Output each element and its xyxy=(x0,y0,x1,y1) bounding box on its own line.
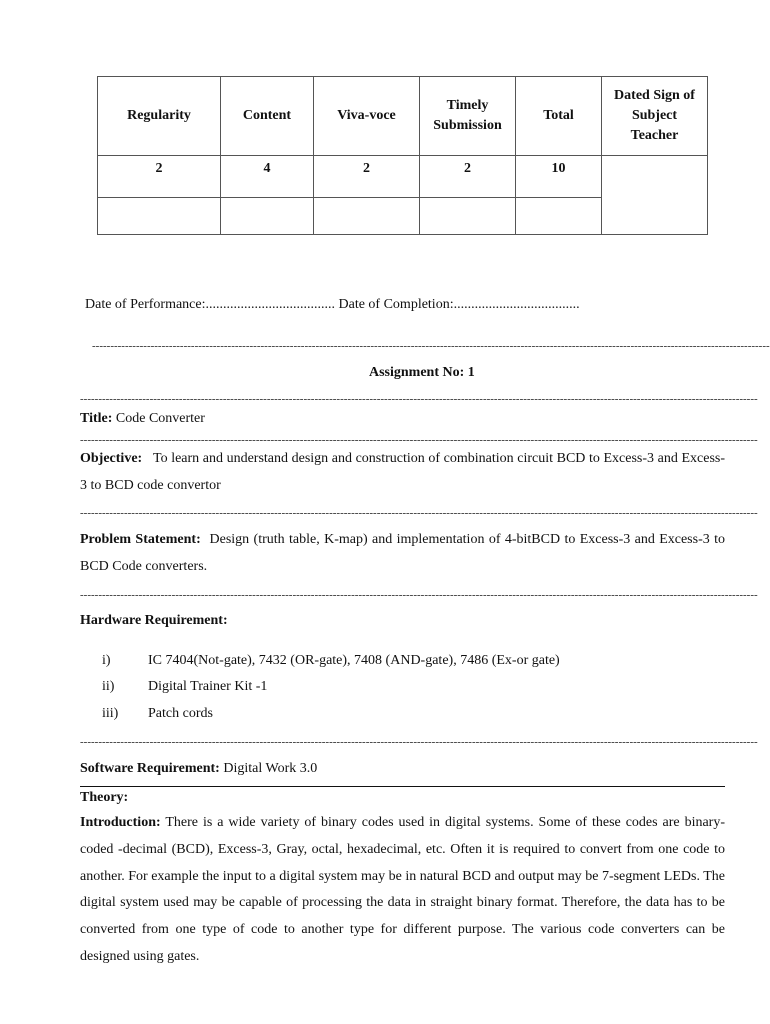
header-timely-submission xyxy=(420,77,516,156)
introduction-text: There is a wide variety of binary codes used in digital systems. Some of these codes are binary- coded -decimal (BCD), Excess-3, Gray, octal, hexadecimal, etc. Often it is required to convert from one code to another. For example the input to a digital system may be in natural BCD and output may be 7-segment LEDs. The digital system used may be capable of processing the data in straight binary format. Therefore, the data has to be converted from one type of code to another type for different purpose. The various code converters can be designed using gates. xyxy=(80,815,726,964)
max-regularity: 2 xyxy=(98,156,221,198)
header-regularity: Regularity xyxy=(98,77,221,156)
objective-text: To learn and understand design and construction of combination circuit BCD to Excess-3 and Excess-3 to BCD code convertor xyxy=(80,451,725,493)
marks-table-max-row xyxy=(98,156,708,198)
hardware-item-3-num: iii) xyxy=(102,706,119,721)
separator-5: ----------------------------------------------------------------------------------------------------------------------------------------------------------------------------------------- xyxy=(80,589,758,601)
entry-regularity[interactable] xyxy=(98,198,221,235)
marks-table xyxy=(97,76,708,235)
hardware-item-2-num: ii) xyxy=(102,679,115,694)
software-line xyxy=(80,760,317,778)
max-viva-voce: 2 xyxy=(314,156,420,198)
header-total: Total xyxy=(516,77,602,156)
separator-4: ----------------------------------------------------------------------------------------------------------------------------------------------------------------------------------------- xyxy=(80,507,758,519)
entry-content[interactable] xyxy=(221,198,314,235)
header-timely-submission-text: Timely Submission xyxy=(433,98,502,133)
hardware-heading: Hardware Requirement: xyxy=(80,613,228,628)
header-dated-sign xyxy=(602,77,708,156)
dates-line xyxy=(85,296,580,314)
entry-viva-voce[interactable] xyxy=(314,198,420,235)
separator-3: ----------------------------------------------------------------------------------------------------------------------------------------------------------------------------------------- xyxy=(80,434,758,446)
marks-table-header-row xyxy=(98,77,708,156)
problem-statement-paragraph xyxy=(80,527,725,580)
date-of-performance[interactable]: Date of Performance:..................................... xyxy=(85,297,335,312)
header-viva-voce: Viva-voce xyxy=(314,77,420,156)
theory-rule xyxy=(80,786,725,787)
title-line xyxy=(80,410,205,428)
title-label: Title: xyxy=(80,411,113,426)
header-dated-sign-text: Dated Sign of Subject Teacher xyxy=(614,88,695,143)
objective-label: Objective: xyxy=(80,451,143,466)
max-timely-submission: 2 xyxy=(420,156,516,198)
problem-statement-label: Problem Statement: xyxy=(80,532,201,547)
assignment-heading: Assignment No: 1 xyxy=(369,365,475,380)
title-value: Code Converter xyxy=(112,411,205,426)
objective-paragraph xyxy=(80,446,725,499)
software-label: Software Requirement: xyxy=(80,761,220,776)
introduction-label: Introduction: xyxy=(80,815,161,830)
hardware-item-2-text: Digital Trainer Kit -1 xyxy=(148,679,268,694)
sign-cell[interactable] xyxy=(602,156,708,235)
date-of-completion[interactable]: Date of Completion:.................................... xyxy=(338,297,580,312)
introduction-paragraph xyxy=(80,810,725,971)
problem-statement-text: Design (truth table, K-map) and implementation of 4-bitBCD to Excess-3 and Excess-3 to BCD Code converters. xyxy=(80,532,726,574)
hardware-item-1-text: IC 7404(Not-gate), 7432 (OR-gate), 7408 (AND-gate), 7486 (Ex-or gate) xyxy=(148,653,560,668)
hardware-item-3-text: Patch cords xyxy=(148,706,213,721)
software-value: Digital Work 3.0 xyxy=(219,761,318,776)
max-content: 4 xyxy=(221,156,314,198)
header-content: Content xyxy=(221,77,314,156)
max-total: 10 xyxy=(516,156,602,198)
separator-1: ----------------------------------------------------------------------------------------------------------------------------------------------------------------------------------------- xyxy=(92,340,770,352)
entry-total[interactable] xyxy=(516,198,602,235)
hardware-item-1-num: i) xyxy=(102,653,111,668)
separator-6: ----------------------------------------------------------------------------------------------------------------------------------------------------------------------------------------- xyxy=(80,736,758,748)
separator-2: ----------------------------------------------------------------------------------------------------------------------------------------------------------------------------------------- xyxy=(80,393,758,405)
entry-timely-submission[interactable] xyxy=(420,198,516,235)
theory-heading: Theory: xyxy=(80,790,129,805)
